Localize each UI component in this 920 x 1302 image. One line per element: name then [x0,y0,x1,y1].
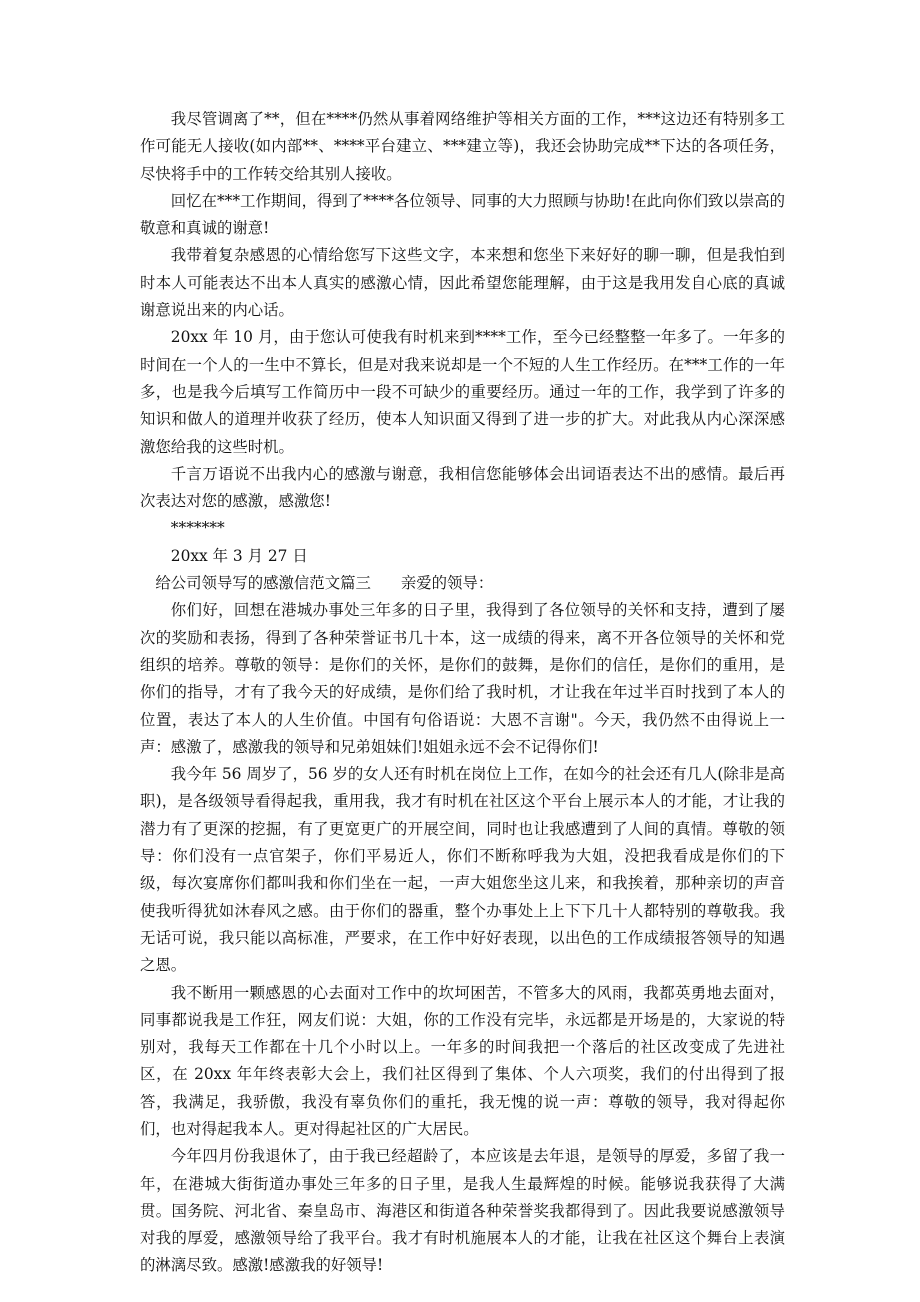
paragraph: 我不断用一颗感恩的心去面对工作中的坎坷困苦，不管多大的风雨，我都英勇地去面对，同事都说我是工作狂，网友们说：大姐，你的工作没有完毕，永远都是开场是的，大家说的特别对，我每天工作都在十几个小时以上。一年多的时间我把一个落后的社区改变成了先进社区，在 20xx 年年终表彰大会上，我们社区得到了集体、个人六项奖，我们的付出得到了报答，我满足，我骄傲，我没有辜负你们的重托，我无愧的说一声：尊敬的领导，我对得起你们，也对得起我本人。更对得起社区的广大居民。 [140,983,785,1138]
paragraph: 今年四月份我退休了，由于我已经超龄了，本应该是去年退，是领导的厚爱，多留了我一年，在港城大街街道办事处三年多的日子里，是我人生最辉煌的时候。能够说我获得了大满贯。国务院、河北省、秦皇岛市、海港区和街道各种荣誉奖我都得到了。因此我要说感激领导对我的厚爱，感激领导给了我平台。我才有时机施展本人的才能，让我在社区这个舞台上表演的淋漓尽致。感激!感激我的好领导! [140,1147,785,1275]
paragraph: 我今年 56 周岁了，56 岁的女人还有时机在岗位上工作，在如今的社会还有几人(除非是高职)，是各级领导看得起我，重用我，我才有时机在社区这个平台上展示本人的才能，才让我的潜力有了更深的挖掘，有了更宽更广的开展空间，同时也让我感遭到了人间的真情。尊敬的领导：你们没有一点官架子，你们平易近人，你们不断称呼我为大姐，没把我看成是你们的下级，每次宴席你们都叫我和你们坐在一起，一声大姐您坐这儿来，和我挨着，那种亲切的声音使我听得犹如沐春风之感。由于你们的器重，整个办事处上上下下几十人都特别的尊敬我。我无话可说，我只能以高标准，严要求，在工作中好好表现，以出色的工作成绩报答领导的知遇之恩。 [140,765,785,975]
signature: ******* [170,519,225,538]
paragraph: 你们好，回想在港城办事处三年多的日子里，我得到了各位领导的关怀和支持，遭到了屡次的奖励和表扬，得到了各种荣誉证书几十本，这一成绩的得来，离不开各位领导的关怀和党组织的培养。尊敬的领导：是你们的关怀，是你们的鼓舞，是你们的信任，是你们的重用，是你们的指导，才有了我今天的好成绩，是你们给了我时机，才让我在年过半百时找到了本人的位置，表达了本人的人生价值。中国有句俗语说：大恩不言谢"。今天，我仍然不由得说上一声：感激了，感激我的领导和兄弟姐妹们!姐姐永远不会不记得你们! [140,601,785,756]
date-line: 20xx 年 3 月 27 日 [170,546,308,565]
paragraph: 20xx 年 10 月，由于您认可使我有时机来到****工作，至今已经整整一年多了。一年多的时间在一个人的一生中不算长，但是对我来说却是一个不短的人生工作经历。在***工作的一年多，也是我今后填写工作简历中一段不可缺少的重要经历。通过一年的工作，我学到了许多的知识和做人的道理并收获了经历，使本人知识面又得到了进一步的扩大。对此我从内心深深感激您给我的这些时机。 [140,328,785,456]
paragraph: 我尽管调离了**，但在****仍然从事着网络维护等相关方面的工作，***这边还有特别多工作可能无人接收(如内部**、****平台建立、***建立等)，我还会协助完成**下达的各项任务，尽快将手中的工作转交给其别人接收。 [140,110,785,183]
greeting: 亲爱的领导： [400,574,494,593]
section-title: 给公司领导写的感激信范文篇三 [155,574,371,593]
section-heading [140,570,785,597]
paragraph: 我带着复杂感恩的心情给您写下这些文字，本来想和您坐下来好好的聊一聊，但是我怕到时本人可能表达不出本人真实的感激心情，因此希望您能理解，由于这是我用发自心底的真诚谢意说出来的内心话。 [140,246,785,320]
letter-page [140,106,785,1280]
paragraph: 回忆在***工作期间，得到了****各位领导、同事的大力照顾与协助!在此向你们致以崇高的敬意和真诚的谢意! [140,191,785,238]
paragraph: 千言万语说不出我内心的感激与谢意，我相信您能够体会出词语表达不出的感情。最后再次表达对您的感激，感激您! [140,464,785,511]
